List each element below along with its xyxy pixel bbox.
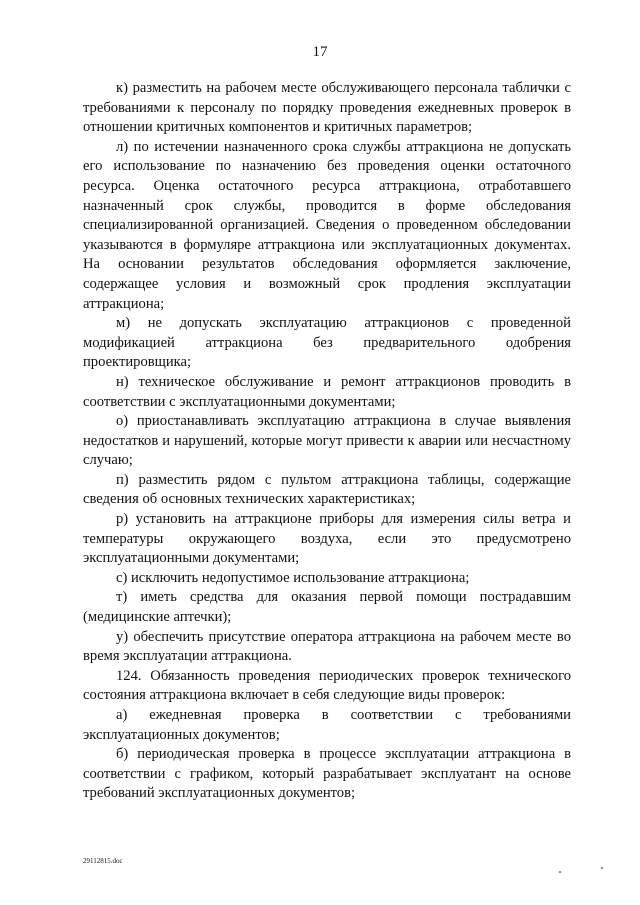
paragraph-b: б) периодическая проверка в процессе эксплуатации аттракциона в соответствии с графиком, который разрабатывает эксплуатант на основе требований эксплуатационных документов;	[83, 746, 571, 802]
page-number: 17	[312, 44, 328, 60]
paragraph-n: н) техническое обслуживание и ремонт аттракционов проводить в соответствии с эксплуатационными документами;	[83, 373, 571, 410]
paragraph-t: т) иметь средства для оказания первой помощи пострадавшим (медицинские аптечки);	[83, 589, 571, 626]
scan-artifact-dot	[559, 871, 561, 873]
paragraph-u: у) обеспечить присутствие оператора аттракциона на рабочем месте во время эксплуатации аттракциона.	[83, 628, 571, 665]
document-body	[83, 79, 571, 804]
paragraph-124: 124. Обязанность проведения периодических проверок технического состояния аттракциона включает в себя следующие виды проверок:	[83, 667, 571, 704]
paragraph-s: с) исключить недопустимое использование аттракциона;	[116, 569, 470, 586]
scan-artifact-dot	[601, 867, 603, 869]
paragraph-m: м) не допускать эксплуатацию аттракционов с проведенной модификацией аттракциона без предварительного одобрения проектировщика;	[83, 315, 571, 371]
paragraph-a: а) ежедневная проверка в соответствии с требованиями эксплуатационных документов;	[83, 707, 571, 743]
footer-file-code: 29112815.doc	[83, 857, 123, 865]
paragraph-o: о) приостанавливать эксплуатацию аттракциона в случае выявления недостатков и нарушений, которые могут привести к аварии или несчастному случаю;	[83, 413, 571, 469]
paragraph-l: л) по истечении назначенного срока службы аттракциона не допускать его использование по назначению без проведения оценки остаточного ресурса. Оценка остаточного ресурса аттракциона, отработавшего назначенный срок службы, проводится в форме обследования специализированной организацией. Сведения о проведенном обследовании указываются в формуляре аттракциона или эксплуатационных документах. На основании результатов обследования оформляется заключение, содержащее условия и возможный срок продления эксплуатации аттракциона;	[83, 138, 571, 312]
paragraph-r: р) установить на аттракционе приборы для измерения силы ветра и температуры окружающего воздуха, если это предусмотрено эксплуатационными документами;	[83, 511, 571, 567]
paragraph-k: к) разместить на рабочем месте обслуживающего персонала таблички с требованиями к персоналу по порядку проведения ежедневных проверок в отношении критичных компонентов и критичных параметров;	[83, 80, 571, 136]
paragraph-p: п) разместить рядом с пультом аттракциона таблицы, содержащие сведения об основных технических характеристиках;	[83, 471, 571, 508]
